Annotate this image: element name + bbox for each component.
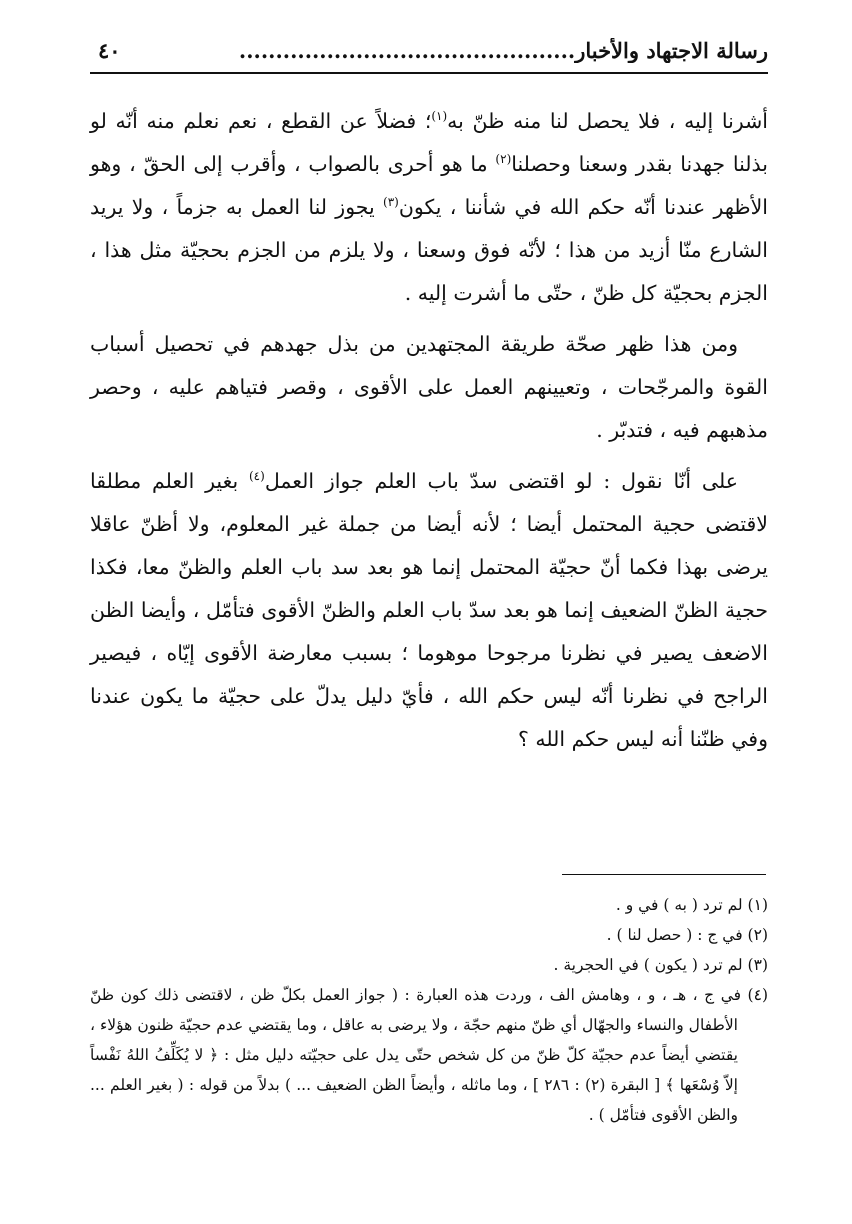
paragraph-2: ومن هذا ظهر صحّة طريقة المجتهدين من بذل جهدهم في تحصيل أسباب القوة والمرجّحات ، وتعيينهم العمل على الأقوى ، وقصر فتياهم عليه ، وحصر مذهبهم فيه ، فتدبّر . [90, 332, 768, 442]
paragraph-3-seg-1: على أنّا نقول : لو اقتضى سدّ باب العلم جواز العمل [264, 469, 739, 493]
page-header [90, 28, 768, 74]
paragraph-1-seg-3: ما هو أحرى بالصواب ، وأقرب إلى الحقّ ، وهو الأظهر عندنا أنّه حكم الله في شأننا ، يكون [90, 152, 768, 219]
footnote-2: (٢) في ج : ( حصل لنا ) . [606, 926, 768, 944]
paragraph-3-seg-2: بغير العلم مطلقا لاقتضى حجية المحتمل أيضا ؛ لأنه أيضا من جملة غير المعلوم، ولا أظنّ عاقلا يرضى بهذا فكما أنّ حجيّة المحتمل إنما هو بعد سد باب العلم والظنّ معا، فكذا حجية الظنّ الضعيف إنما هو بعد سدّ باب العلم والظنّ الأقوى فتأمّل ، وأيضا الظن الاضعف يصير في نظرنا مرجوحا موهوما ؛ بسبب معارضة الأقوى إيّاه ، فيصير الراجح في نظرنا أنّه ليس حكم الله ، فأيّ دليل يدلّ على حجيّة ما يكون عندنا وفي ظنّنا أنه ليس حكم الله ؟ [90, 469, 768, 751]
paragraph-1-seg-1: أشرنا إليه ، فلا يحصل لنا منه ظنّ به [447, 109, 768, 133]
paragraph-1-seg-4: يجوز لنا العمل به جزماً ، ولا يريد الشارع منّا أزيد من هذا ؛ لأنّه فوق وسعنا ، ولا يلزم من الجزم بحجيّة مثل هذا ، الجزم بحجيّة كل ظنّ ، حتّى ما أشرت إليه . [90, 195, 768, 305]
running-title [121, 38, 768, 63]
footnotes [90, 890, 768, 1130]
paragraph-1 [90, 100, 768, 315]
footnote-divider [562, 874, 766, 875]
footnote-1: (١) لم ترد ( به ) في و . [615, 896, 768, 914]
footnote-3: (٣) لم ترد ( يكون ) في الحجرية . [553, 956, 768, 974]
footnote-4: (٤) في ج ، هـ ، و ، وهامش الف ، وردت هذه العبارة : ( جواز العمل بكلّ ظن ، لاقتضى ذلك كون ظنّ الأطفال والنساء والجهّال أي ظنّ منهم حجّة ، ولا يرضى به عاقل ، وما يقتضي عدم حجيّة ظنون هؤلاء ، يقتضي أيضاً عدم حجيّة كلّ ظنّ من كل شخص حتّى يدل على حجيّته دليل مثل : ﴿ لا يُكَلِّفُ اللهُ نَفْساً إلاّ وُسْعَها ﴾ [ البقرة (٢) : ٢٨٦ ] ، وما ماثله ، وأيضاً الظن الضعيف ... ) بدلاً من قوله : ( بغير العلم ... والظن الأقوى فتأمّل ) . [90, 986, 768, 1124]
page-number: ٤٠ [98, 37, 121, 63]
main-text [90, 100, 768, 769]
paragraph-3 [90, 460, 768, 761]
footnote-ref-3: (٣) [383, 195, 399, 210]
footnote-ref-2: (٢) [495, 152, 512, 167]
running-title-text: رسالة الاجتهاد والأخبار [575, 37, 768, 63]
footnote-ref-4: (٤) [248, 469, 265, 484]
footnote-ref-1: (١) [431, 109, 448, 124]
title-leader-dots: .............................................. [238, 37, 576, 63]
paragraph-1-seg-2: ؛ فضلاً عن القطع ، نعم نعلم منه أنّه لو بذلنا جهدنا بقدر وسعنا وحصلنا [90, 109, 768, 176]
